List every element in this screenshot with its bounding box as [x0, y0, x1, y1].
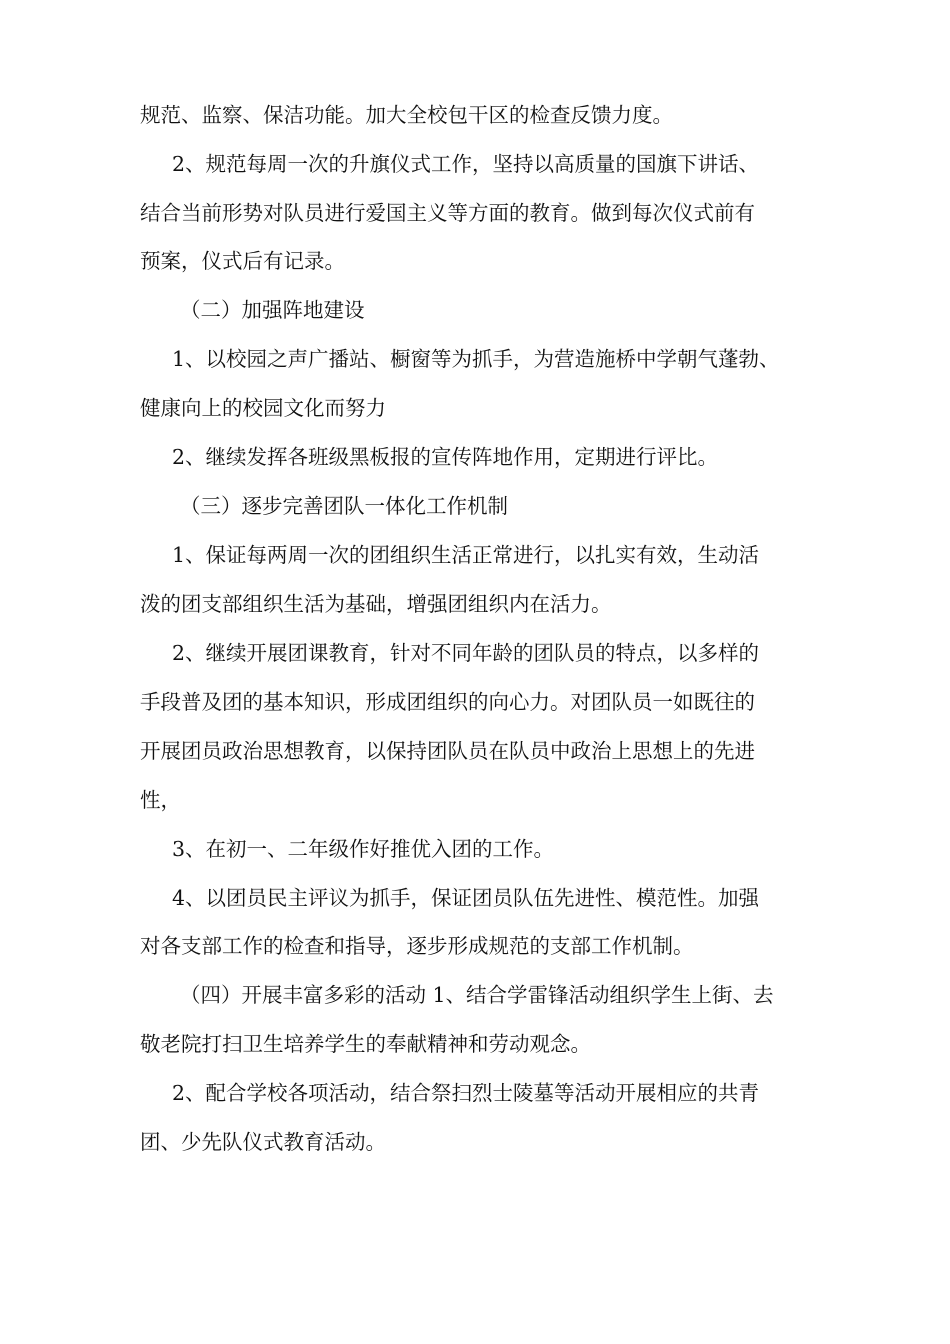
paragraph-line: 预案，仪式后有记录。: [140, 249, 345, 273]
paragraph-line: 2、配合学校各项活动，结合祭扫烈士陵墓等活动开展相应的共青: [172, 1081, 760, 1105]
paragraph-line: 性，: [140, 788, 181, 812]
section-heading: （四）开展丰富多彩的活动 1、结合学雷锋活动组织学生上街、去: [180, 983, 774, 1007]
paragraph-line: 健康向上的校园文化而努力: [140, 396, 386, 420]
paragraph-line: 2、继续开展团课教育，针对不同年龄的团队员的特点，以多样的: [172, 641, 760, 665]
paragraph-line: 1、保证每两周一次的团组织生活正常进行，以扎实有效，生动活: [172, 543, 760, 567]
paragraph-line: 2、继续发挥各班级黑板报的宣传阵地作用，定期进行评比。: [172, 445, 719, 469]
paragraph-line: 团、少先队仪式教育活动。: [140, 1130, 386, 1154]
paragraph-line: 泼的团支部组织生活为基础，增强团组织内在活力。: [140, 592, 612, 616]
paragraph-line: 敬老院打扫卫生培养学生的奉献精神和劳动观念。: [140, 1032, 591, 1056]
section-heading: （三）逐步完善团队一体化工作机制: [180, 494, 508, 518]
paragraph-line: 1、以校园之声广播站、橱窗等为抓手，为营造施桥中学朝气蓬勃、: [172, 347, 780, 371]
paragraph-line: 开展团员政治思想教育，以保持团队员在队员中政治上思想上的先进: [140, 739, 755, 763]
paragraph-line: 4、以团员民主评议为抓手，保证团员队伍先进性、模范性。加强: [172, 886, 760, 910]
paragraph-line: 手段普及团的基本知识，形成团组织的向心力。对团队员一如既往的: [140, 690, 755, 714]
paragraph-line: 规范、监察、保洁功能。加大全校包干区的检查反馈力度。: [140, 103, 673, 127]
paragraph-line: 2、规范每周一次的升旗仪式工作，坚持以高质量的国旗下讲话、: [172, 152, 760, 176]
paragraph-line: 对各支部工作的检查和指导，逐步形成规范的支部工作机制。: [140, 934, 694, 958]
paragraph-line: 3、在初一、二年级作好推优入团的工作。: [172, 837, 555, 861]
section-heading: （二）加强阵地建设: [180, 298, 365, 322]
paragraph-line: 结合当前形势对队员进行爱国主义等方面的教育。做到每次仪式前有: [140, 201, 755, 225]
